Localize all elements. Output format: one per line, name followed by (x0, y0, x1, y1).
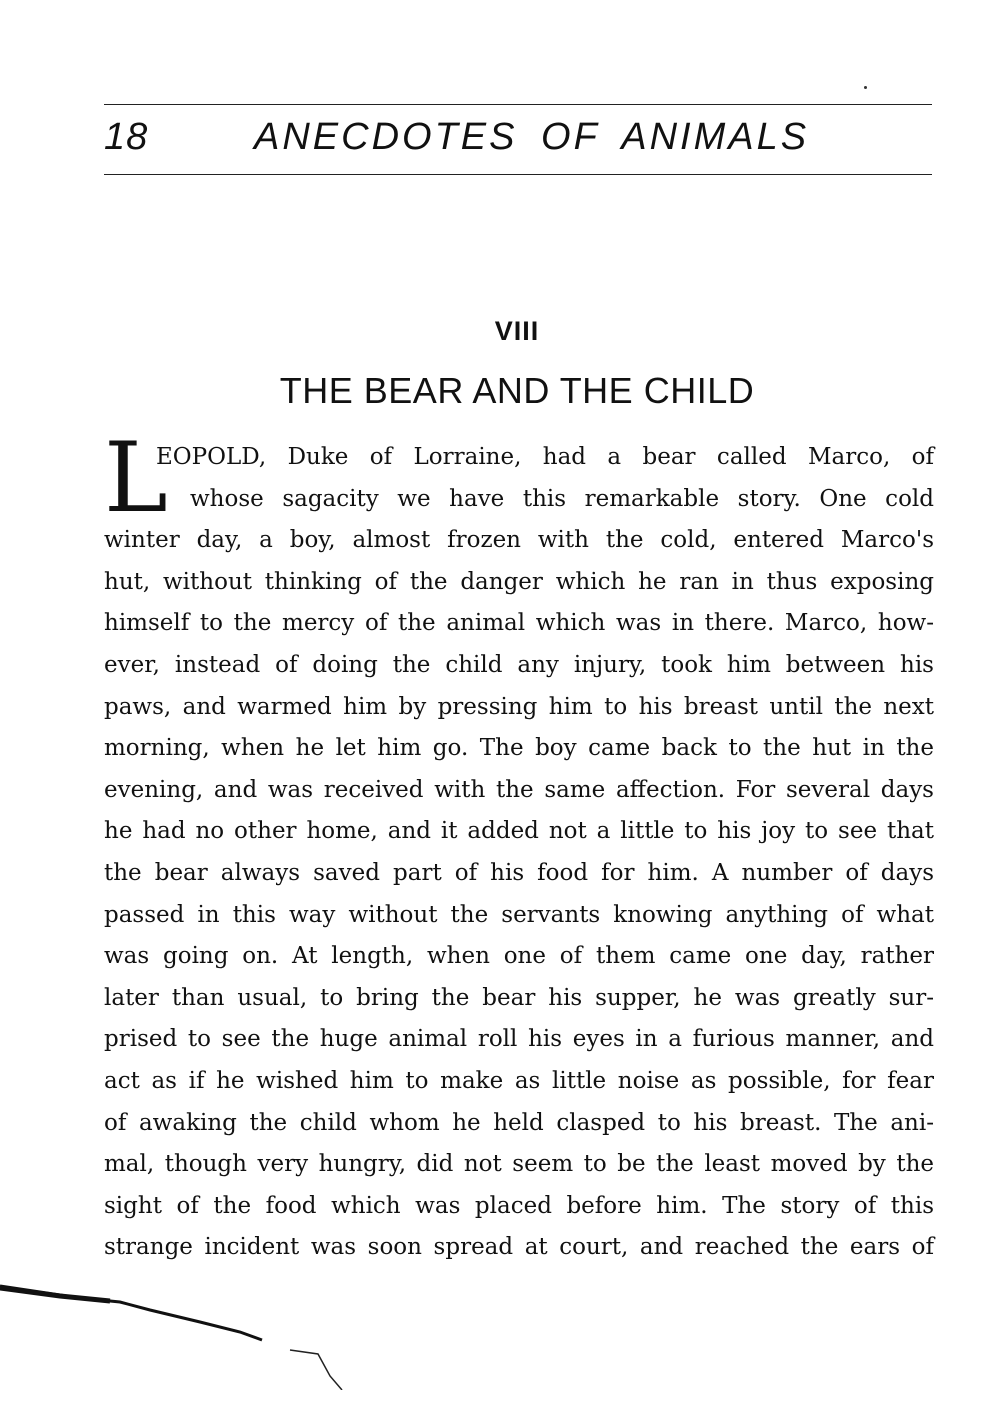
text-line: mal, though very hungry, did not seem to be the least moved by the (104, 1151, 934, 1178)
text-line: of awaking the child whom he held clasped to his breast. The ani- (104, 1109, 934, 1136)
chapter-title: THE BEAR AND THE CHILD (279, 370, 755, 411)
header-rule-bottom (104, 174, 932, 175)
text-line: himself to the mercy of the animal which was in there. Marco, how- (104, 610, 934, 637)
running-title: ANECDOTES OF ANIMALS (254, 116, 810, 158)
text-line: winter day, a boy, almost frozen with the cold, entered Marco's (104, 527, 934, 554)
text-line: strange incident was soon spread at court, and reached the ears of (104, 1234, 934, 1261)
body-text (104, 437, 934, 1269)
text-line: the bear always saved part of his food for him. A number of days (104, 859, 934, 886)
text-line: sight of the food which was placed before him. The story of this (104, 1192, 934, 1219)
text-line: ever, instead of doing the child any injury, took him between his (104, 651, 934, 678)
text-line: EOPOLD, Duke of Lorraine, had a bear called Marco, of (156, 444, 934, 470)
text-line: prised to see the huge animal roll his eyes in a furious manner, and (104, 1026, 934, 1053)
text-line: evening, and was received with the same affection. For several days (104, 776, 934, 803)
text-line: paws, and warmed him by pressing him to his breast until the next (104, 693, 934, 720)
drop-cap: L (104, 422, 168, 534)
page-number: 18 (104, 116, 149, 158)
header-rule-top (104, 104, 932, 105)
text-line: later than usual, to bring the bear his supper, he was greatly sur- (104, 984, 934, 1011)
text-line: morning, when he let him go. The boy came back to the hut in the (104, 735, 934, 762)
chapter-number: VIII (494, 316, 540, 346)
text-line: whose sagacity we have this remarkable story. One cold (190, 485, 934, 512)
text-line: hut, without thinking of the danger which he ran in thus exposing (104, 568, 934, 595)
scan-artifact (0, 1280, 360, 1390)
scan-speck (864, 86, 867, 89)
text-line: act as if he wished him to make as little noise as possible, for fear (104, 1067, 934, 1094)
text-line: was going on. At length, when one of them came one day, rather (104, 943, 934, 970)
text-line: he had no other home, and it added not a little to his joy to see that (104, 818, 934, 845)
text-line: passed in this way without the servants knowing anything of what (104, 901, 934, 928)
